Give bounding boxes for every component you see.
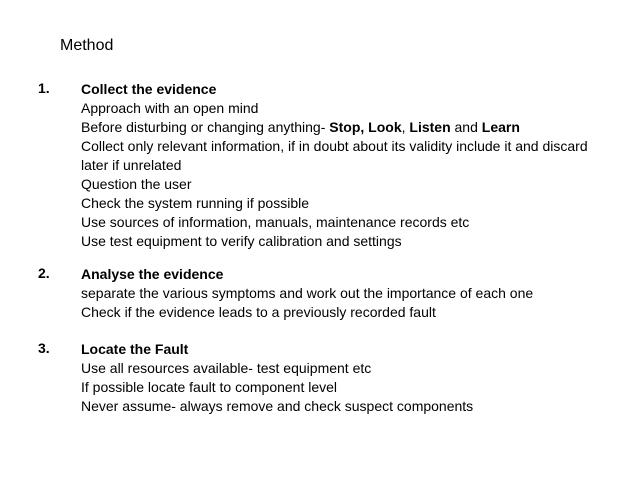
list-item: Check if the evidence leads to a previously recorded fault — [81, 304, 436, 320]
section-number: 3. — [38, 340, 50, 356]
list-item: Before disturbing or changing anything- Stop, Look, Listen and Learn — [81, 119, 520, 135]
list-item: Approach with an open mind — [81, 100, 259, 116]
list-item: separate the various symptoms and work out the importance of each one — [81, 285, 534, 301]
list-item: If possible locate fault to component level — [81, 379, 338, 395]
list-item: Question the user — [81, 176, 192, 192]
list-item: Check the system running if possible — [81, 195, 309, 211]
list-item: Use sources of information, manuals, maintenance records etc — [81, 214, 470, 230]
section-number: 1. — [38, 80, 50, 96]
section-heading: Locate the Fault — [81, 341, 189, 357]
section-heading: Analyse the evidence — [81, 266, 224, 282]
page-title: Method — [60, 37, 114, 54]
list-item: Use test equipment to verify calibration and settings — [81, 233, 402, 249]
section-heading: Collect the evidence — [81, 81, 217, 97]
list-item: Use all resources available- test equipment etc — [81, 360, 372, 376]
list-item: Collect only relevant information, if in doubt about its validity include it and discard later if unrelated — [81, 138, 588, 173]
list-item: Never assume- always remove and check suspect components — [81, 398, 474, 414]
section-number: 2. — [38, 265, 50, 281]
